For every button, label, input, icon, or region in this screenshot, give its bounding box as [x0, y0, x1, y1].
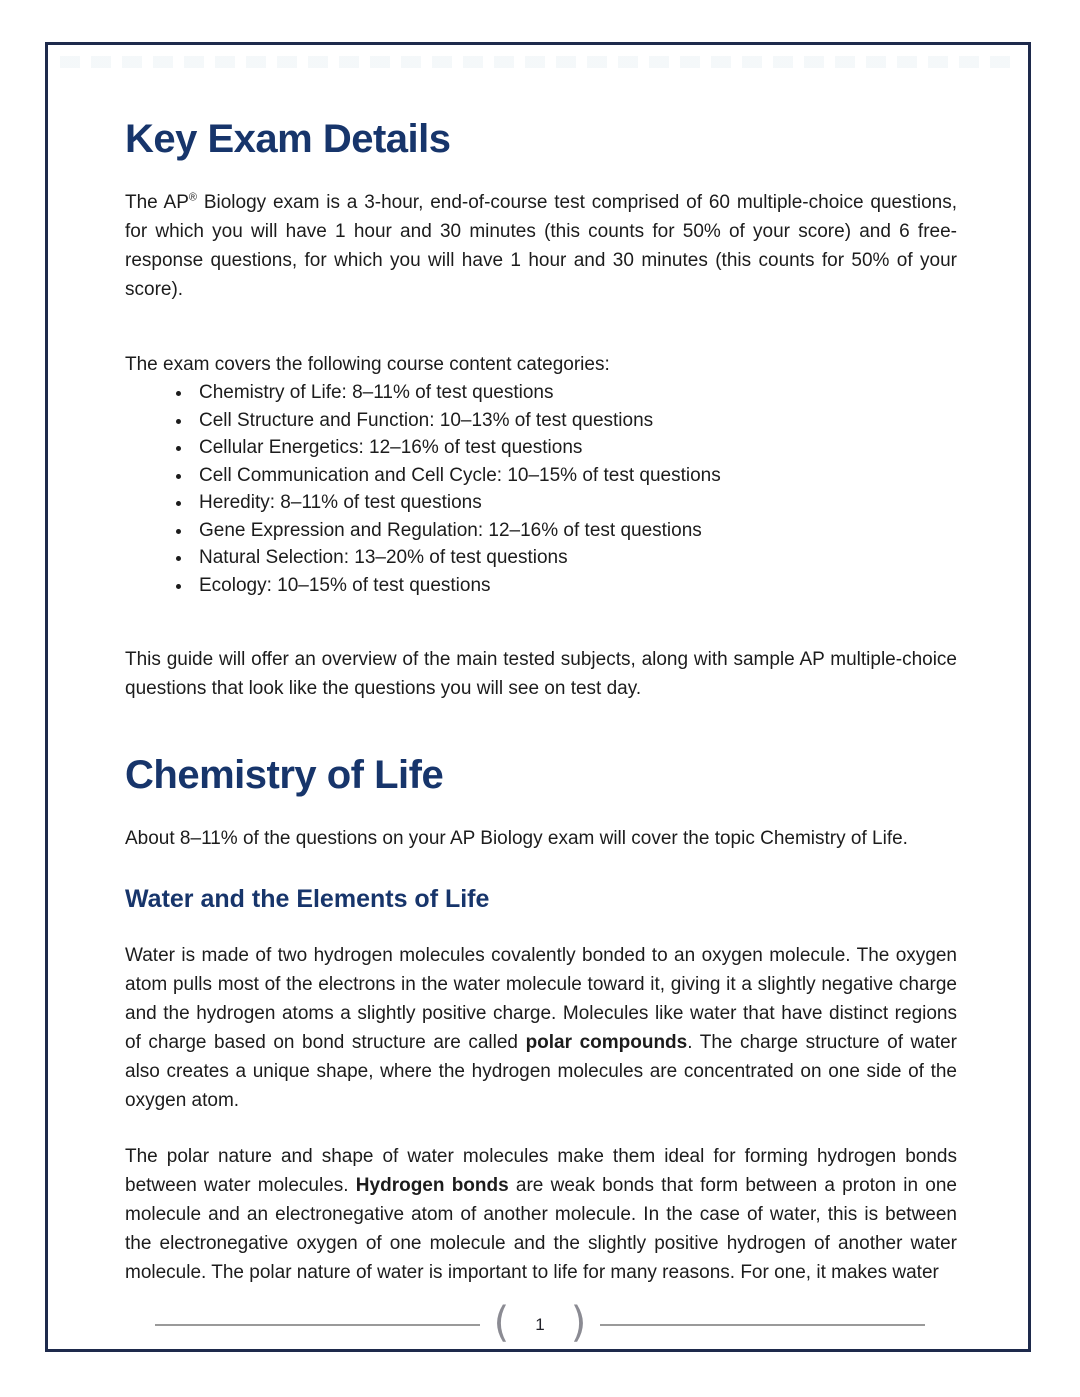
footer-bracket-right: )	[570, 1298, 587, 1348]
water-text-2: . The charge structure of water also creates a unique shape, where the hydrogen molecules are concentrated on one side of the oxygen atom.	[125, 1031, 957, 1111]
intro-text-post: Biology exam is a 3-hour, end-of-course test comprised of 60 multiple-choice questions, for which you will have 1 hour and 30 minutes (this counts for 50% of your score) and 6 free-response questions, for which you will have 1 hour and 30 minutes (this counts for 50% of your score).	[125, 192, 957, 300]
footer-rule-right	[600, 1324, 925, 1326]
term-polar-compounds: polar compounds	[525, 1031, 688, 1053]
chemistry-about-paragraph: About 8–11% of the questions on your AP Biology exam will cover the topic Chemistry of Life.	[125, 828, 908, 849]
category-item-gene-expression: • Gene Expression and Regulation: 12–16% of test questions	[193, 517, 957, 545]
guide-paragraph: This guide will offer an overview of the main tested subjects, along with sample AP multiple-choice questions that look like the questions you will see on test day.	[125, 649, 957, 699]
category-item-ecology: • Ecology: 10–15% of test questions	[193, 572, 957, 600]
categories-lead: The exam covers the following course content categories:	[125, 354, 610, 375]
intro-text-pre: The AP	[125, 192, 189, 213]
registered-trademark-symbol: ®	[188, 191, 197, 204]
intro-paragraph	[125, 188, 957, 304]
polar-text-2: are weak bonds that form between a proton in one molecule and an electronegative atom of another molecule. In the case of water, this is between the electronegative oxygen of one molecule and the slightly positive hydrogen of another water molecule. The polar nature of water is important to life for many reasons. For one, it makes water	[125, 1174, 957, 1283]
page-number: 1	[535, 1315, 545, 1334]
polar-text-1: The polar nature and shape of water molecules make them ideal for forming hydrogen bonds between water molecules.	[125, 1145, 957, 1196]
category-item-cell-communication: • Cell Communication and Cell Cycle: 10–15% of test questions	[193, 462, 957, 490]
footer-bracket-left: (	[493, 1298, 510, 1348]
page-content	[125, 42, 957, 1287]
category-list	[125, 379, 957, 599]
polar-paragraph	[125, 1142, 957, 1287]
water-paragraph	[125, 941, 957, 1115]
category-item-cellular-energetics: • Cellular Energetics: 12–16% of test questions	[193, 434, 957, 462]
footer-rule-left	[155, 1324, 480, 1326]
category-item-natural-selection: • Natural Selection: 13–20% of test questions	[193, 544, 957, 572]
subsection-title-water: Water and the Elements of Life	[125, 885, 490, 913]
page-title: Key Exam Details	[125, 117, 451, 161]
category-item-heredity: • Heredity: 8–11% of test questions	[193, 489, 957, 517]
water-text-1: Water is made of two hydrogen molecules covalently bonded to an oxygen molecule. The oxygen atom pulls most of the electrons in the water molecule toward it, giving it a slightly negative charge and the hydrogen atoms a slightly positive charge. Molecules like water that have distinct regions of charge based on bond structure are called	[125, 944, 957, 1053]
category-item-cell-structure: • Cell Structure and Function: 10–13% of test questions	[193, 407, 957, 435]
term-hydrogen-bonds: Hydrogen bonds	[355, 1174, 509, 1196]
page-footer	[155, 1298, 925, 1348]
category-item-chemistry-of-life: • Chemistry of Life: 8–11% of test questions	[193, 379, 957, 407]
section-title-chemistry-of-life: Chemistry of Life	[125, 753, 444, 797]
